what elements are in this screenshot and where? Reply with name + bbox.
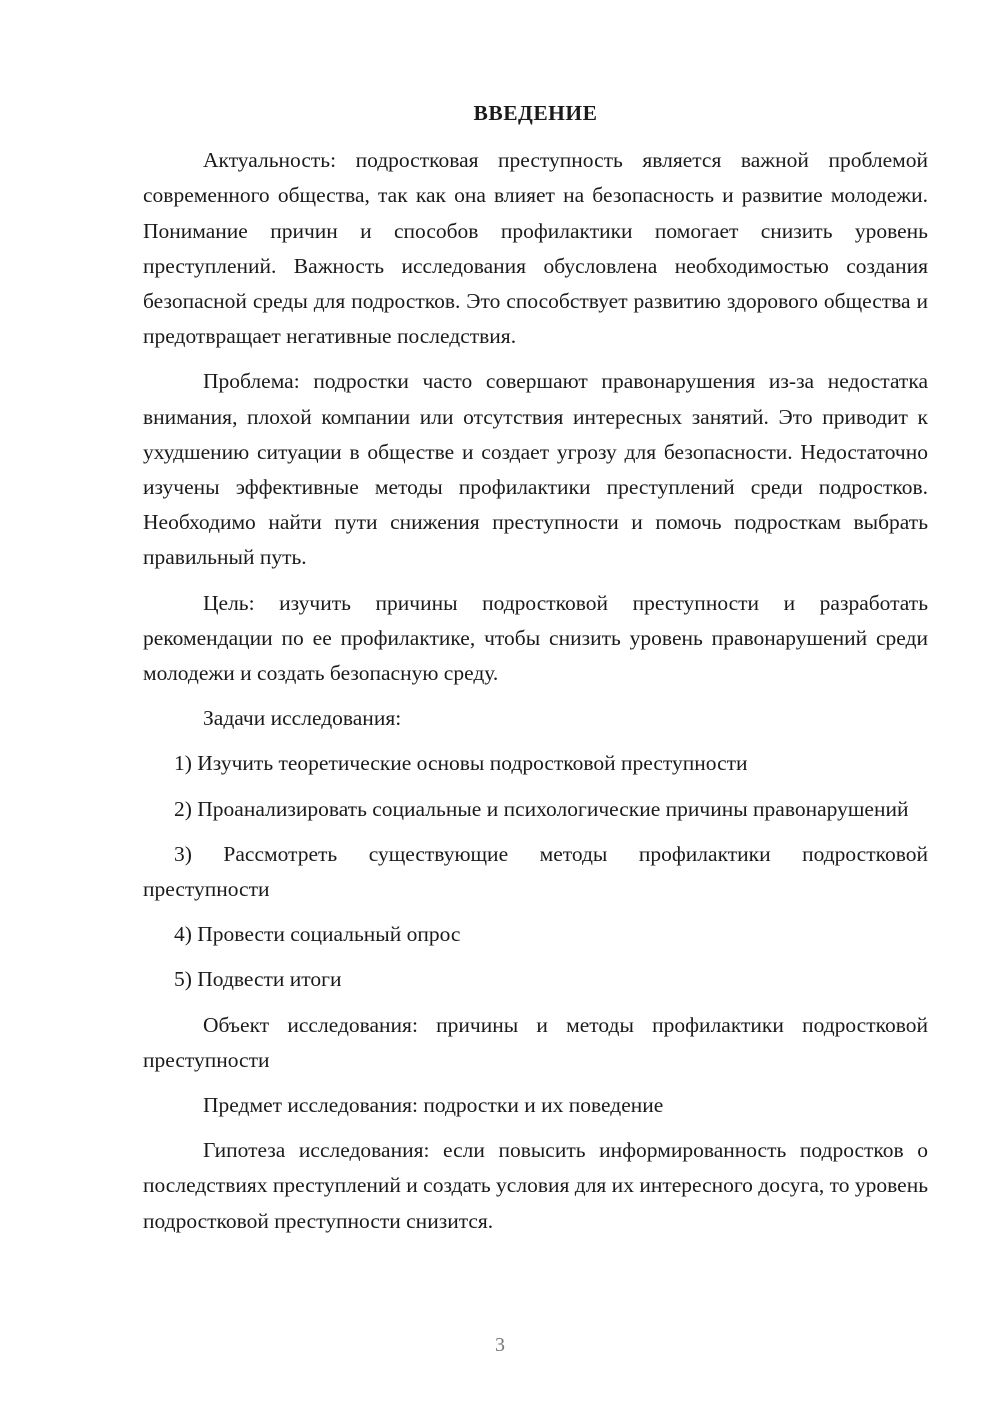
list-item: 2) Проанализировать социальные и психологические причины правонарушений <box>174 796 909 821</box>
list-item: 5) Подвести итоги <box>174 967 342 992</box>
paragraph-problem: Проблема: подростки часто совершают правонарушения из-за недостатка внимания, плохой компании или отсутствия интересных занятий. Это приводит к ухудшению ситуации в обществе и создает угрозу для безопасности. Недостаточно изучены эффективные методы профилактики преступлений среди подростков. Необходимо найти пути снижения преступности и помочь подросткам выбрать правильный путь. <box>143 369 928 570</box>
list-item: 3) Рассмотреть существующие методы профилактики подростковой преступности <box>143 841 928 902</box>
paragraph-subject: Предмет исследования: подростки и их поведение <box>203 1093 664 1118</box>
paragraph-object: Объект исследования: причины и методы профилактики подростковой преступности <box>143 1012 928 1072</box>
paragraph-relevance: Актуальность: подростковая преступность является важной проблемой современного общества, так как она влияет на безопасность и развитие молодежи. Понимание причин и способов профилактики помогает снизить уровень преступлений. Важность исследования обусловлена необходимостью создания безопасной среды для подростков. Это способствует развитию здорового общества и предотвращает негативные последствия. <box>143 148 928 349</box>
paragraph-goal: Цель: изучить причины подростковой преступности и разработать рекомендации по ее профилактике, чтобы снизить уровень правонарушений среди молодежи и создать безопасную среду. <box>143 590 928 686</box>
page-number: 3 <box>495 1334 505 1356</box>
paragraph-hypothesis: Гипотеза исследования: если повысить информированность подростков о последствиях преступлений и создать условия для их интересного досуга, то уровень подростковой преступности снизится. <box>143 1138 929 1233</box>
list-item: 4) Провести социальный опрос <box>174 922 461 947</box>
page-title: ВВЕДЕНИЕ <box>473 101 598 125</box>
document-page <box>143 96 928 1249</box>
tasks-heading: Задачи исследования: <box>203 706 402 731</box>
list-item: 1) Изучить теоретические основы подростковой преступности <box>174 751 748 776</box>
